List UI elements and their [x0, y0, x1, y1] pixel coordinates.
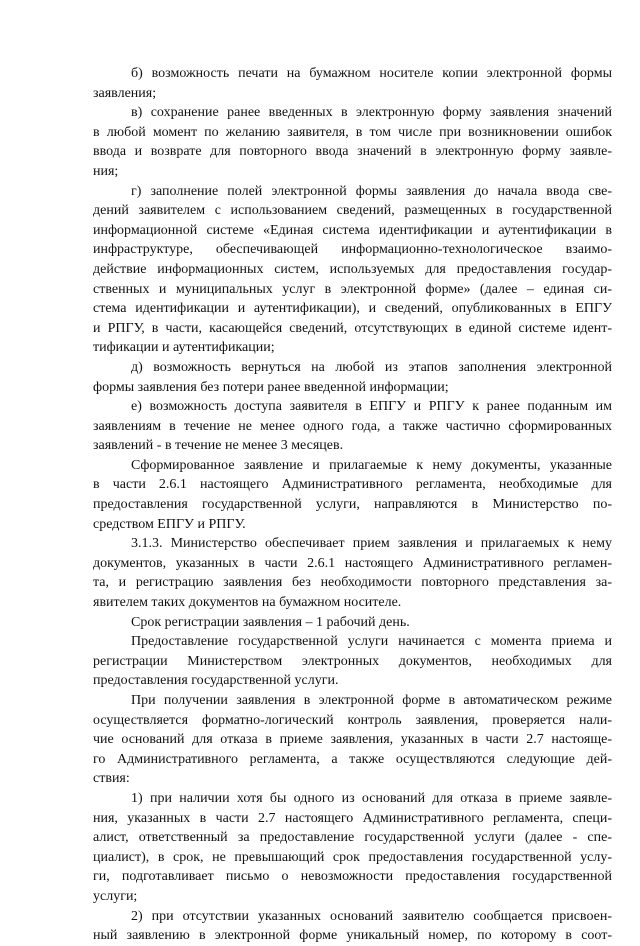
- text-line: Срок регистрации заявления – 1 рабочий день.: [131, 614, 410, 630]
- paragraph: [93, 456, 612, 534]
- text-line: г) заполнение полей электронной формы заявления до начала ввода све-: [131, 183, 612, 199]
- text-line: ввода и возврате для повторного ввода значений в электронную форму заявле-: [93, 144, 612, 160]
- text-line: информационной системе «Единая система идентификации и аутентификации в: [93, 222, 612, 238]
- paragraph: [93, 182, 612, 358]
- text-line: инфраструктуре, обеспечивающей информационно-технологическое взаимо-: [93, 242, 612, 258]
- text-line: 2) при отсутствии указанных оснований заявителю сообщается присвоен-: [131, 908, 612, 924]
- text-line: и РПГУ, в части, касающейся сведений, отсутствующих в единой системе идент-: [93, 320, 612, 336]
- text-line: 1) при наличии хотя бы одного из оснований для отказа в приеме заявле-: [131, 790, 612, 806]
- text-line: тификации и аутентификации;: [93, 340, 275, 356]
- text-line: е) возможность доступа заявителя в ЕПГУ и РПГУ к ранее поданным им: [131, 399, 612, 415]
- text-line: услуги;: [93, 888, 138, 904]
- paragraph: [93, 534, 612, 612]
- text-line: регистрации Министерством электронных документов, необходимых для: [93, 653, 612, 669]
- text-line: алист, ответственный за предоставление государственной услуги (далее - спе-: [93, 830, 612, 846]
- paragraph: [93, 397, 612, 456]
- text-line: заявлениям в течение не менее одного года, а также частично сформированных: [93, 418, 612, 434]
- text-line: в части 2.6.1 настоящего Административного регламента, необходимые для: [93, 477, 612, 493]
- text-line: документов, указанных в части 2.6.1 настоящего Административного регламен-: [93, 555, 612, 571]
- document-page: [93, 64, 612, 946]
- text-line: б) возможность печати на бумажном носителе копии электронной формы: [131, 66, 612, 81]
- paragraph: [93, 691, 612, 789]
- text-line: в любой момент по желанию заявителя, в том числе при возникновении ошибок: [93, 124, 612, 140]
- text-line: ствия:: [93, 771, 130, 787]
- text-line: явителем таких документов на бумажном носителе.: [93, 595, 402, 611]
- text-line: ния;: [93, 163, 119, 179]
- text-line: ственных и муниципальных услуг в электронной форме» (далее – единая си-: [93, 281, 612, 297]
- text-line: д) возможность вернуться на любой из этапов заполнения электронной: [131, 359, 612, 375]
- text-line: формы заявления без потери ранее введенной информации;: [93, 379, 449, 395]
- text-line: заявлений - в течение не менее 3 месяцев.: [93, 438, 344, 454]
- text-line: действие информационных систем, используемых для предоставления государ-: [93, 261, 612, 277]
- paragraph: [93, 907, 612, 946]
- text-line: стема идентификации и аутентификации), и сведений, опубликованных в ЕПГУ: [93, 301, 612, 317]
- paragraph: [93, 789, 612, 907]
- text-line: ный заявлению в электронной форме уникальный номер, по которому в соот-: [93, 928, 612, 944]
- text-line: в) сохранение ранее введенных в электронную форму заявления значений: [131, 105, 612, 121]
- text-line: 3.1.3. Министерство обеспечивает прием заявления и прилагаемых к нему: [131, 536, 612, 552]
- text-line: ния, указанных в части 2.7 настоящего Административного регламента, специ-: [93, 810, 612, 826]
- text-line: средством ЕПГУ и РПГУ.: [93, 516, 246, 532]
- text-line: заявления;: [93, 85, 157, 101]
- text-line: осуществляется форматно-логический контроль заявления, проверяется нали-: [93, 712, 612, 728]
- text-line: дений заявителем с использованием сведений, размещенных в государственной: [93, 203, 612, 219]
- text-line: ги, подготавливает письмо о невозможности предоставления государственной: [93, 869, 612, 885]
- paragraph: [93, 358, 612, 397]
- text-line: предоставления государственной услуги.: [93, 673, 339, 689]
- paragraph: [93, 103, 612, 181]
- text-line: При получении заявления в электронной форме в автоматическом режиме: [131, 693, 612, 708]
- text-line: го Административного регламента, а также осуществляются следующие дей-: [93, 751, 612, 767]
- text-line: Предоставление государственной услуги начинается с момента приема и: [131, 634, 612, 650]
- text-line: циалист), в срок, не превышающий срок предоставления государственной услу-: [93, 849, 612, 865]
- text-line: предоставления государственной услуги, направляются в Министерство по-: [93, 497, 612, 513]
- paragraph: [93, 613, 612, 633]
- paragraph: [93, 632, 612, 691]
- text-line: Сформированное заявление и прилагаемые к нему документы, указанные: [131, 457, 612, 473]
- text-line: чие оснований для отказа в приеме заявления, указанных в части 2.7 настояще-: [93, 732, 612, 748]
- text-line: та, и регистрацию заявления без необходимости повторного представления за-: [93, 575, 612, 591]
- paragraph: [93, 64, 612, 103]
